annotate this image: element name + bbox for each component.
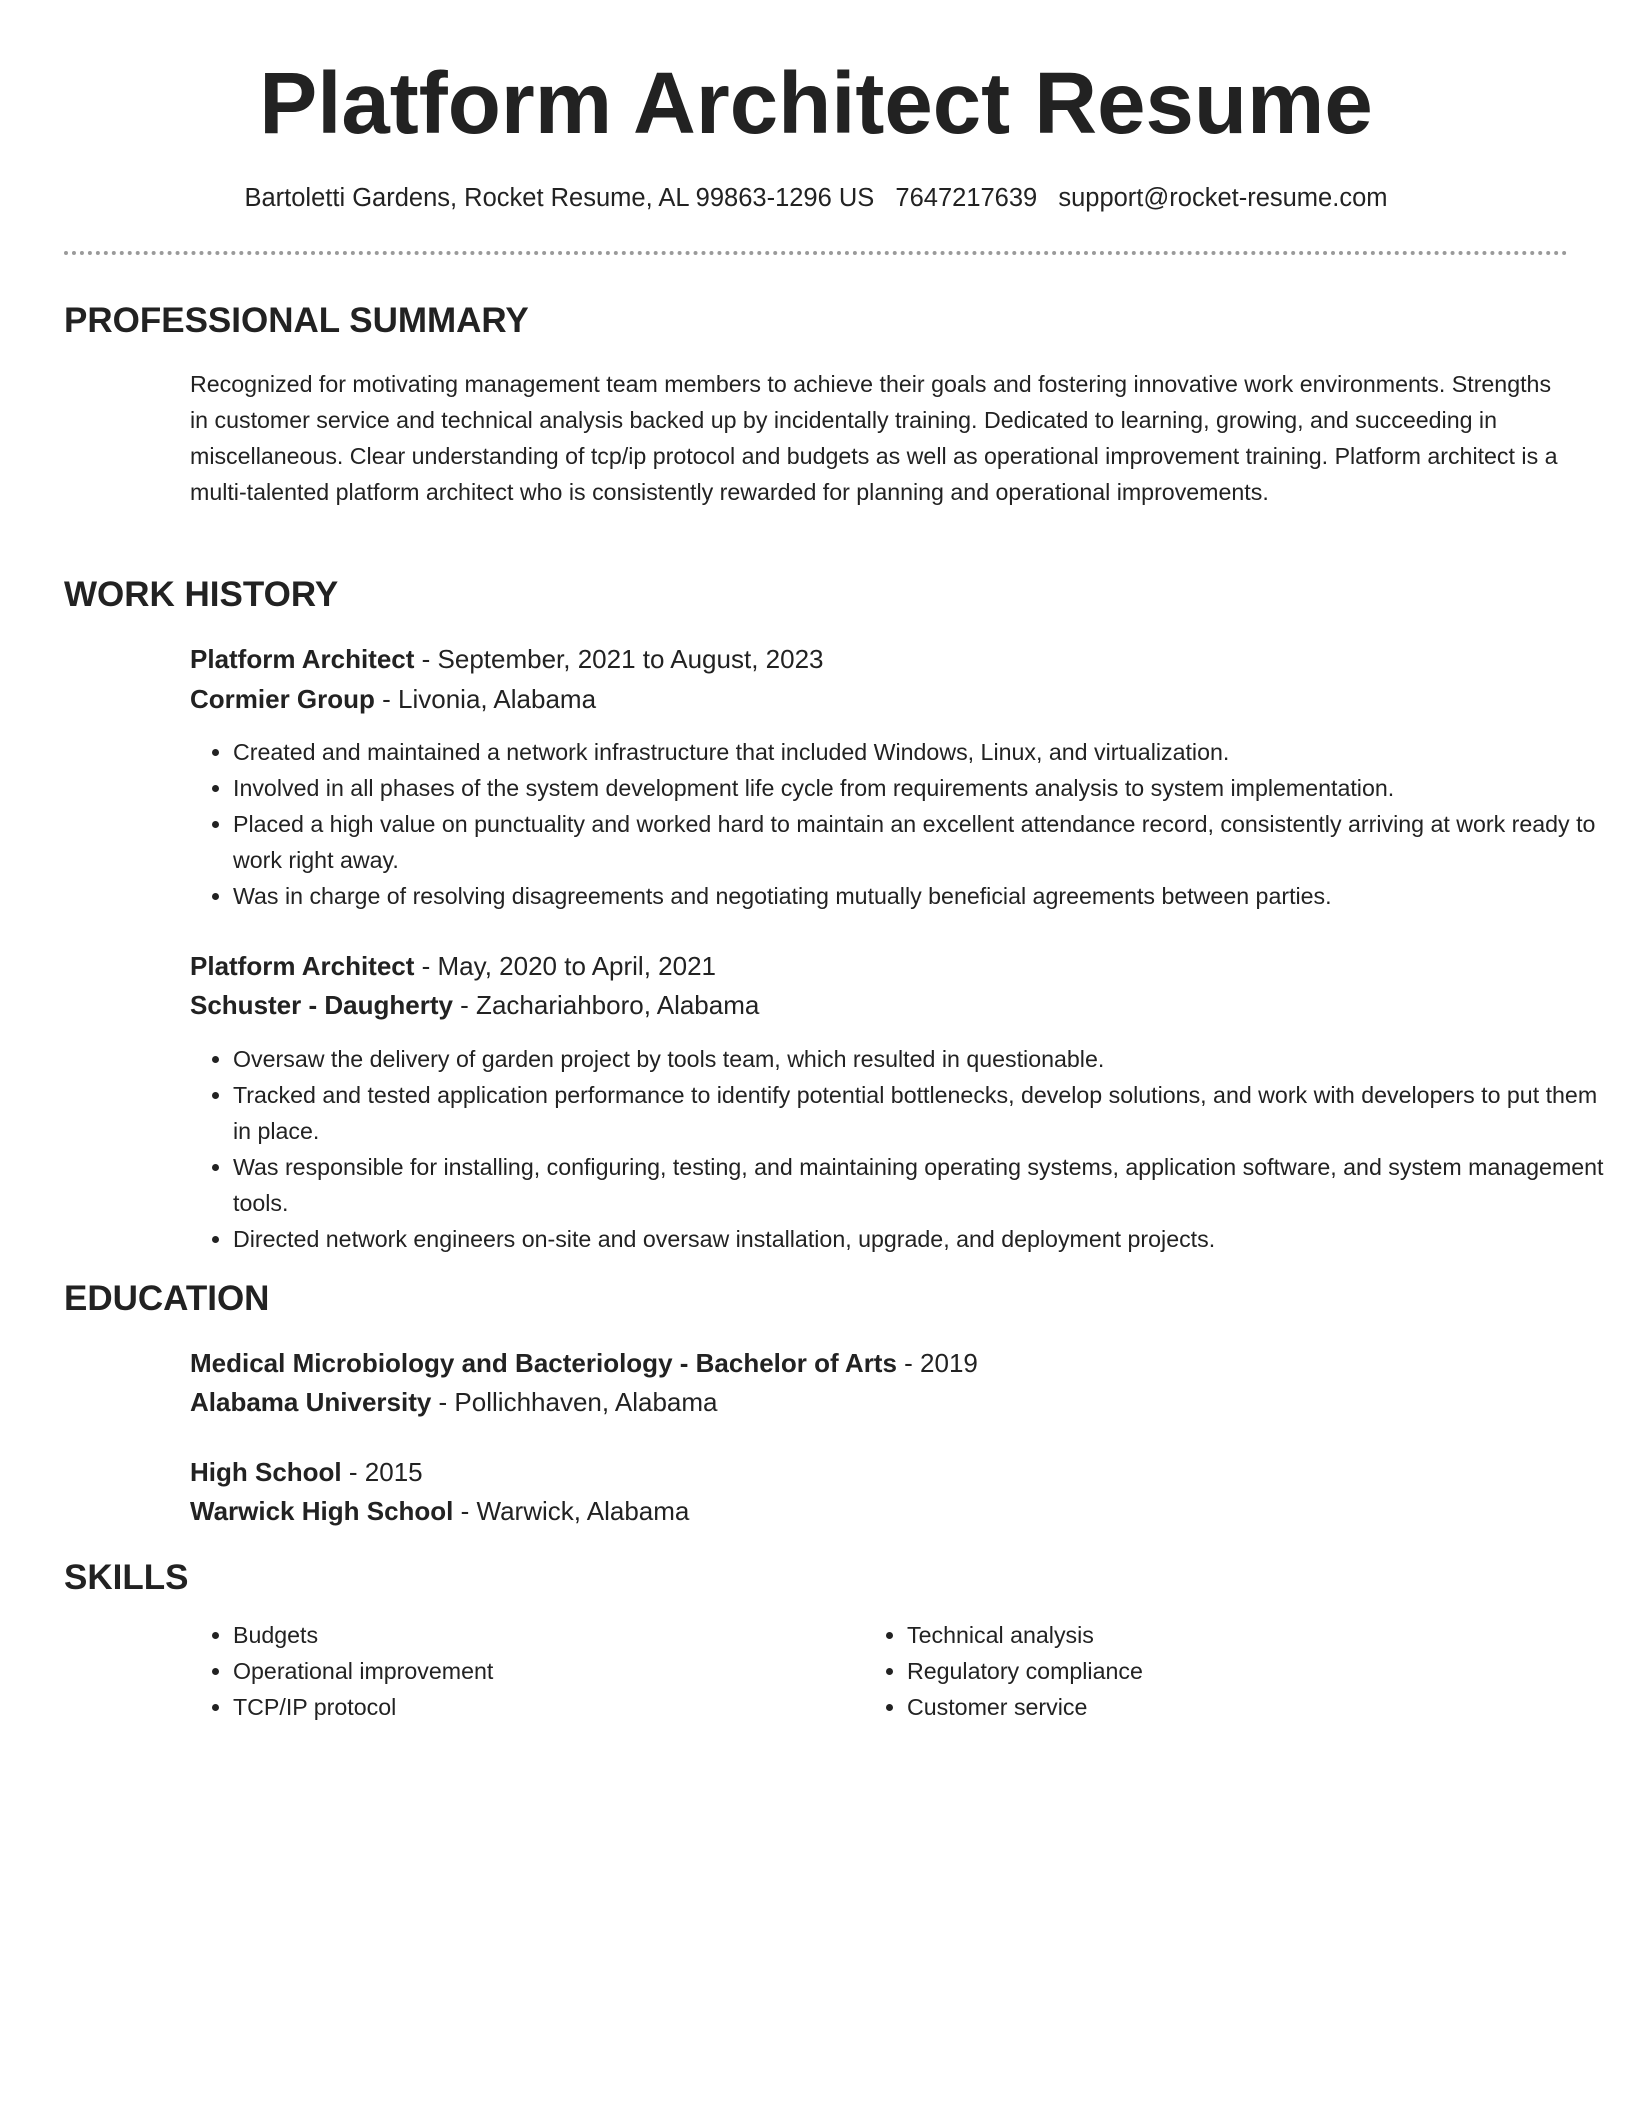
education-year: - 2015	[341, 1457, 423, 1487]
skill-item: • Technical analysis	[907, 1617, 1537, 1653]
education-heading: EDUCATION	[64, 1279, 270, 1318]
job-bullet: • Was responsible for installing, configuring, testing, and maintaining operating systems, application software, and system management tools.	[233, 1149, 1613, 1221]
job-bullet: • Created and maintained a network infrastructure that included Windows, Linux, and virtualization.	[233, 734, 1613, 770]
education-location: - Warwick, Alabama	[453, 1496, 690, 1526]
education-school: Warwick High School	[190, 1496, 454, 1526]
job-bullet: • Was in charge of resolving disagreements and negotiating mutually beneficial agreements between parties.	[233, 878, 1613, 914]
job-title: Platform Architect	[190, 644, 415, 674]
contact-address: Bartoletti Gardens, Rocket Resume, AL 99863-1296 US	[244, 184, 875, 212]
job-title: Platform Architect	[190, 951, 415, 981]
education-school-line	[190, 1384, 718, 1420]
job-title-line	[190, 641, 824, 677]
education-school-line	[190, 1493, 689, 1529]
contact-info	[0, 181, 1632, 215]
resume-title: Platform Architect Resume	[259, 55, 1373, 152]
contact-email: support@rocket-resume.com	[1058, 184, 1388, 212]
education-school: Alabama University	[190, 1387, 432, 1417]
education-location: - Pollichhaven, Alabama	[431, 1387, 718, 1417]
education-year: - 2019	[896, 1348, 978, 1378]
job-bullet: • Tracked and tested application performance to identify potential bottlenecks, develop solutions, and work with developers to put them in place.	[233, 1077, 1613, 1149]
job-bullet: • Directed network engineers on-site and oversaw installation, upgrade, and deployment projects.	[233, 1221, 1613, 1257]
job-bullet: • Placed a high value on punctuality and worked hard to maintain an excellent attendance record, consistently arriving at work ready to work right away.	[233, 806, 1613, 878]
job-company: Schuster - Daugherty	[190, 990, 453, 1020]
education-degree: Medical Microbiology and Bacteriology - Bachelor of Arts	[190, 1348, 897, 1378]
skill-item: • Operational improvement	[233, 1653, 863, 1689]
summary-text: Recognized for motivating management team members to achieve their goals and fostering innovative work environments. Strengths in customer service and technical analysis backed up by incidentally training. Dedicated to learning, growing, and succeeding in miscellaneous. Clear understanding of tcp/ip protocol and budgets as well as operational improvement training. Platform architect is a multi-talented platform architect who is consistently rewarded for planning and operational improvements.	[190, 371, 1558, 505]
job-company-line	[190, 987, 759, 1023]
skill-item: • Customer service	[907, 1689, 1537, 1725]
job-bullets	[190, 734, 1613, 914]
summary-heading: PROFESSIONAL SUMMARY	[64, 301, 529, 340]
job-title-line	[190, 948, 716, 984]
skill-item: • Budgets	[233, 1617, 863, 1653]
job-company-line	[190, 681, 596, 717]
work-history-heading: WORK HISTORY	[64, 575, 339, 614]
education-degree: High School	[190, 1457, 342, 1487]
education-degree-line	[190, 1345, 978, 1381]
job-location: - Livonia, Alabama	[374, 684, 597, 714]
skills-heading: SKILLS	[64, 1558, 189, 1597]
skills-list-right	[864, 1617, 1537, 1725]
job-bullet: • Involved in all phases of the system development life cycle from requirements analysis to system implementation.	[233, 770, 1613, 806]
contact-phone: 7647217639	[895, 184, 1038, 212]
skill-item: • Regulatory compliance	[907, 1653, 1537, 1689]
skills-list-left	[190, 1617, 863, 1725]
job-location: - Zachariahboro, Alabama	[452, 990, 760, 1020]
education-degree-line	[190, 1454, 423, 1490]
job-bullets	[190, 1041, 1613, 1257]
job-company: Cormier Group	[190, 684, 375, 714]
job-bullet: • Oversaw the delivery of garden project by tools team, which resulted in questionable.	[233, 1041, 1613, 1077]
header-divider	[64, 251, 1568, 255]
skill-item: • TCP/IP protocol	[233, 1689, 863, 1725]
job-dates: - September, 2021 to August, 2023	[414, 644, 824, 674]
job-dates: - May, 2020 to April, 2021	[414, 951, 716, 981]
